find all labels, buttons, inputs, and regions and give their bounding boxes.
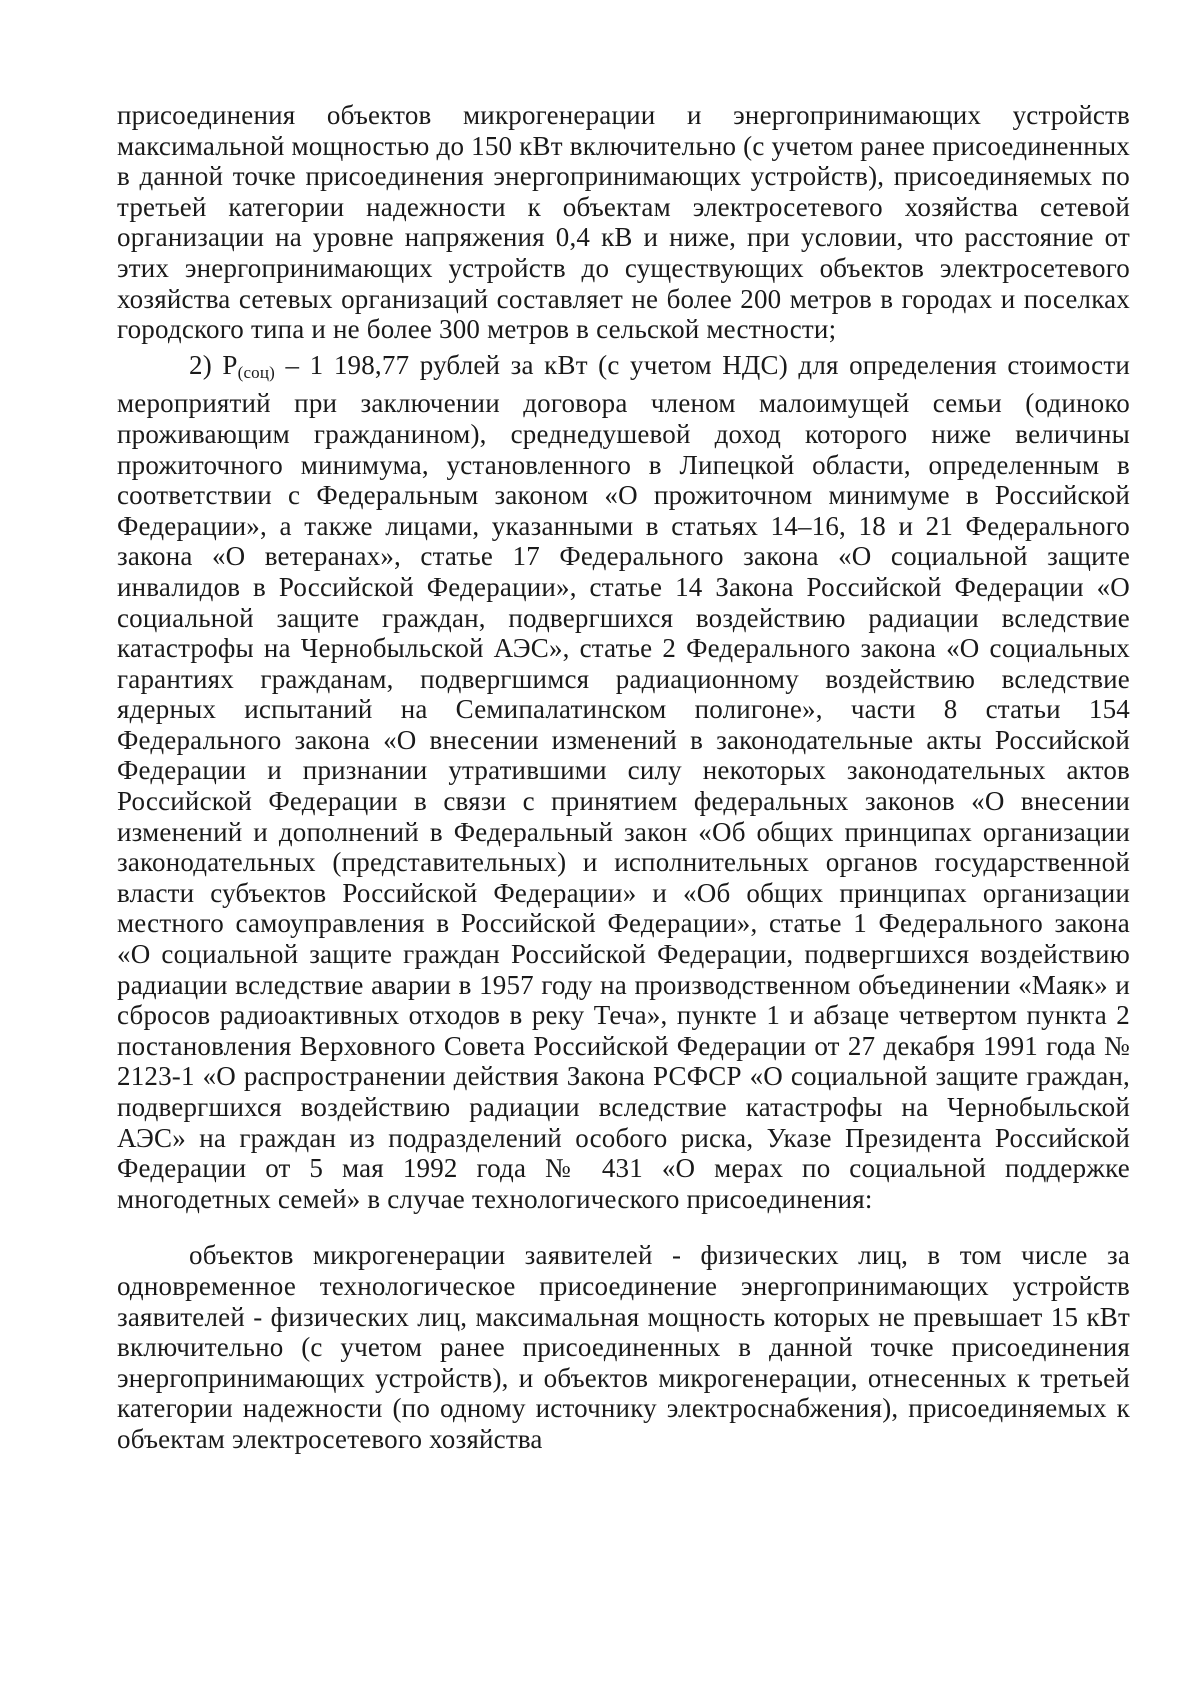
item-2-prefix: 2) Р bbox=[189, 349, 238, 380]
item-2-subscript: (соц) bbox=[237, 362, 276, 382]
paragraph-item-2 bbox=[117, 350, 1130, 1215]
paragraph-microgeneration: объектов микрогенерации заявителей - физических лиц, в том числе за одновременное технологическое присоединение энергопринимающих устройств заявителей - физических лиц, максимальная мощность которых не превышает 15 кВт включительно (с учетом ранее присоединенных в данной точке присоединения энергопринимающих устройств), и объектов микрогенерации, отнесенных к третьей категории надежности (по одному источнику электроснабжения), присоединяемых к объектам электросетевого хозяйства bbox=[117, 1240, 1130, 1454]
document-body bbox=[117, 100, 1130, 1455]
item-2-text: – 1 198,77 рублей за кВт (с учетом НДС) для определения стоимости мероприятий при заключении договора членом малоимущей семьи (одиноко проживающим гражданином), среднедушевой доход которого ниже величины прожиточного минимума, установленного в Липецкой области, определенным в соответствии с Федеральным законом «О прожиточном минимуме в Российской Федерации», а также лицами, указанными в статьях 14–16, 18 и 21 Федерального закона «О ветеранах», статье 17 Федерального закона «О социальной защите инвалидов в Российской Федерации», статье 14 Закона Российской Федерации «О социальной защите граждан, подвергшихся воздействию радиации вследствие катастрофы на Чернобыльской АЭС», статье 2 Федерального закона «О социальных гарантиях гражданам, подвергшимся радиационному воздействию вследствие ядерных испытаний на Семипалатинском полигоне», части 8 статьи 154 Федерального закона «О внесении изменений в законодательные акты Российской Федерации и признании утратившими силу некоторых законодательных актов Российской Федерации в связи с принятием федеральных законов «О внесении изменений и дополнений в Федеральный закон «Об общих принципах организации законодательных (представительных) и исполнительных органов государственной власти субъектов Российской Федерации» и «Об общих принципах организации местного самоуправления в Российской Федерации», статье 1 Федерального закона «О социальной защите граждан Российской Федерации, подвергшихся воздействию радиации вследствие аварии в 1957 году на производственном объединении «Маяк» и сбросов радиоактивных отходов в реку Теча», пункте 1 и абзаце четвертом пункта 2 постановления Верховного Совета Российской Федерации от 27 декабря 1991 года № 2123-1 «О распространении действия Закона РСФСР «О социальной защите граждан, подвергшихся воздействию радиации вследствие катастрофы на Чернобыльской АЭС» на граждан из подразделений особого риска, Указе Президента Российской Федерации от 5 мая 1992 года № 431 «О мерах по социальной поддержке многодетных семей» в случае технологического присоединения: bbox=[117, 349, 1131, 1214]
paragraph-continuation: присоединения объектов микрогенерации и энергопринимающих устройств максимальной мощностью до 150 кВт включительно (с учетом ранее присоединенных в данной точке присоединения энергопринимающих устройств), присоединяемых по третьей категории надежности к объектам электросетевого хозяйства сетевой организации на уровне напряжения 0,4 кВ и ниже, при условии, что расстояние от этих энергопринимающих устройств до существующих объектов электросетевого хозяйства сетевых организаций составляет не более 200 метров в городах и поселках городского типа и не более 300 метров в сельской местности; bbox=[117, 100, 1130, 345]
